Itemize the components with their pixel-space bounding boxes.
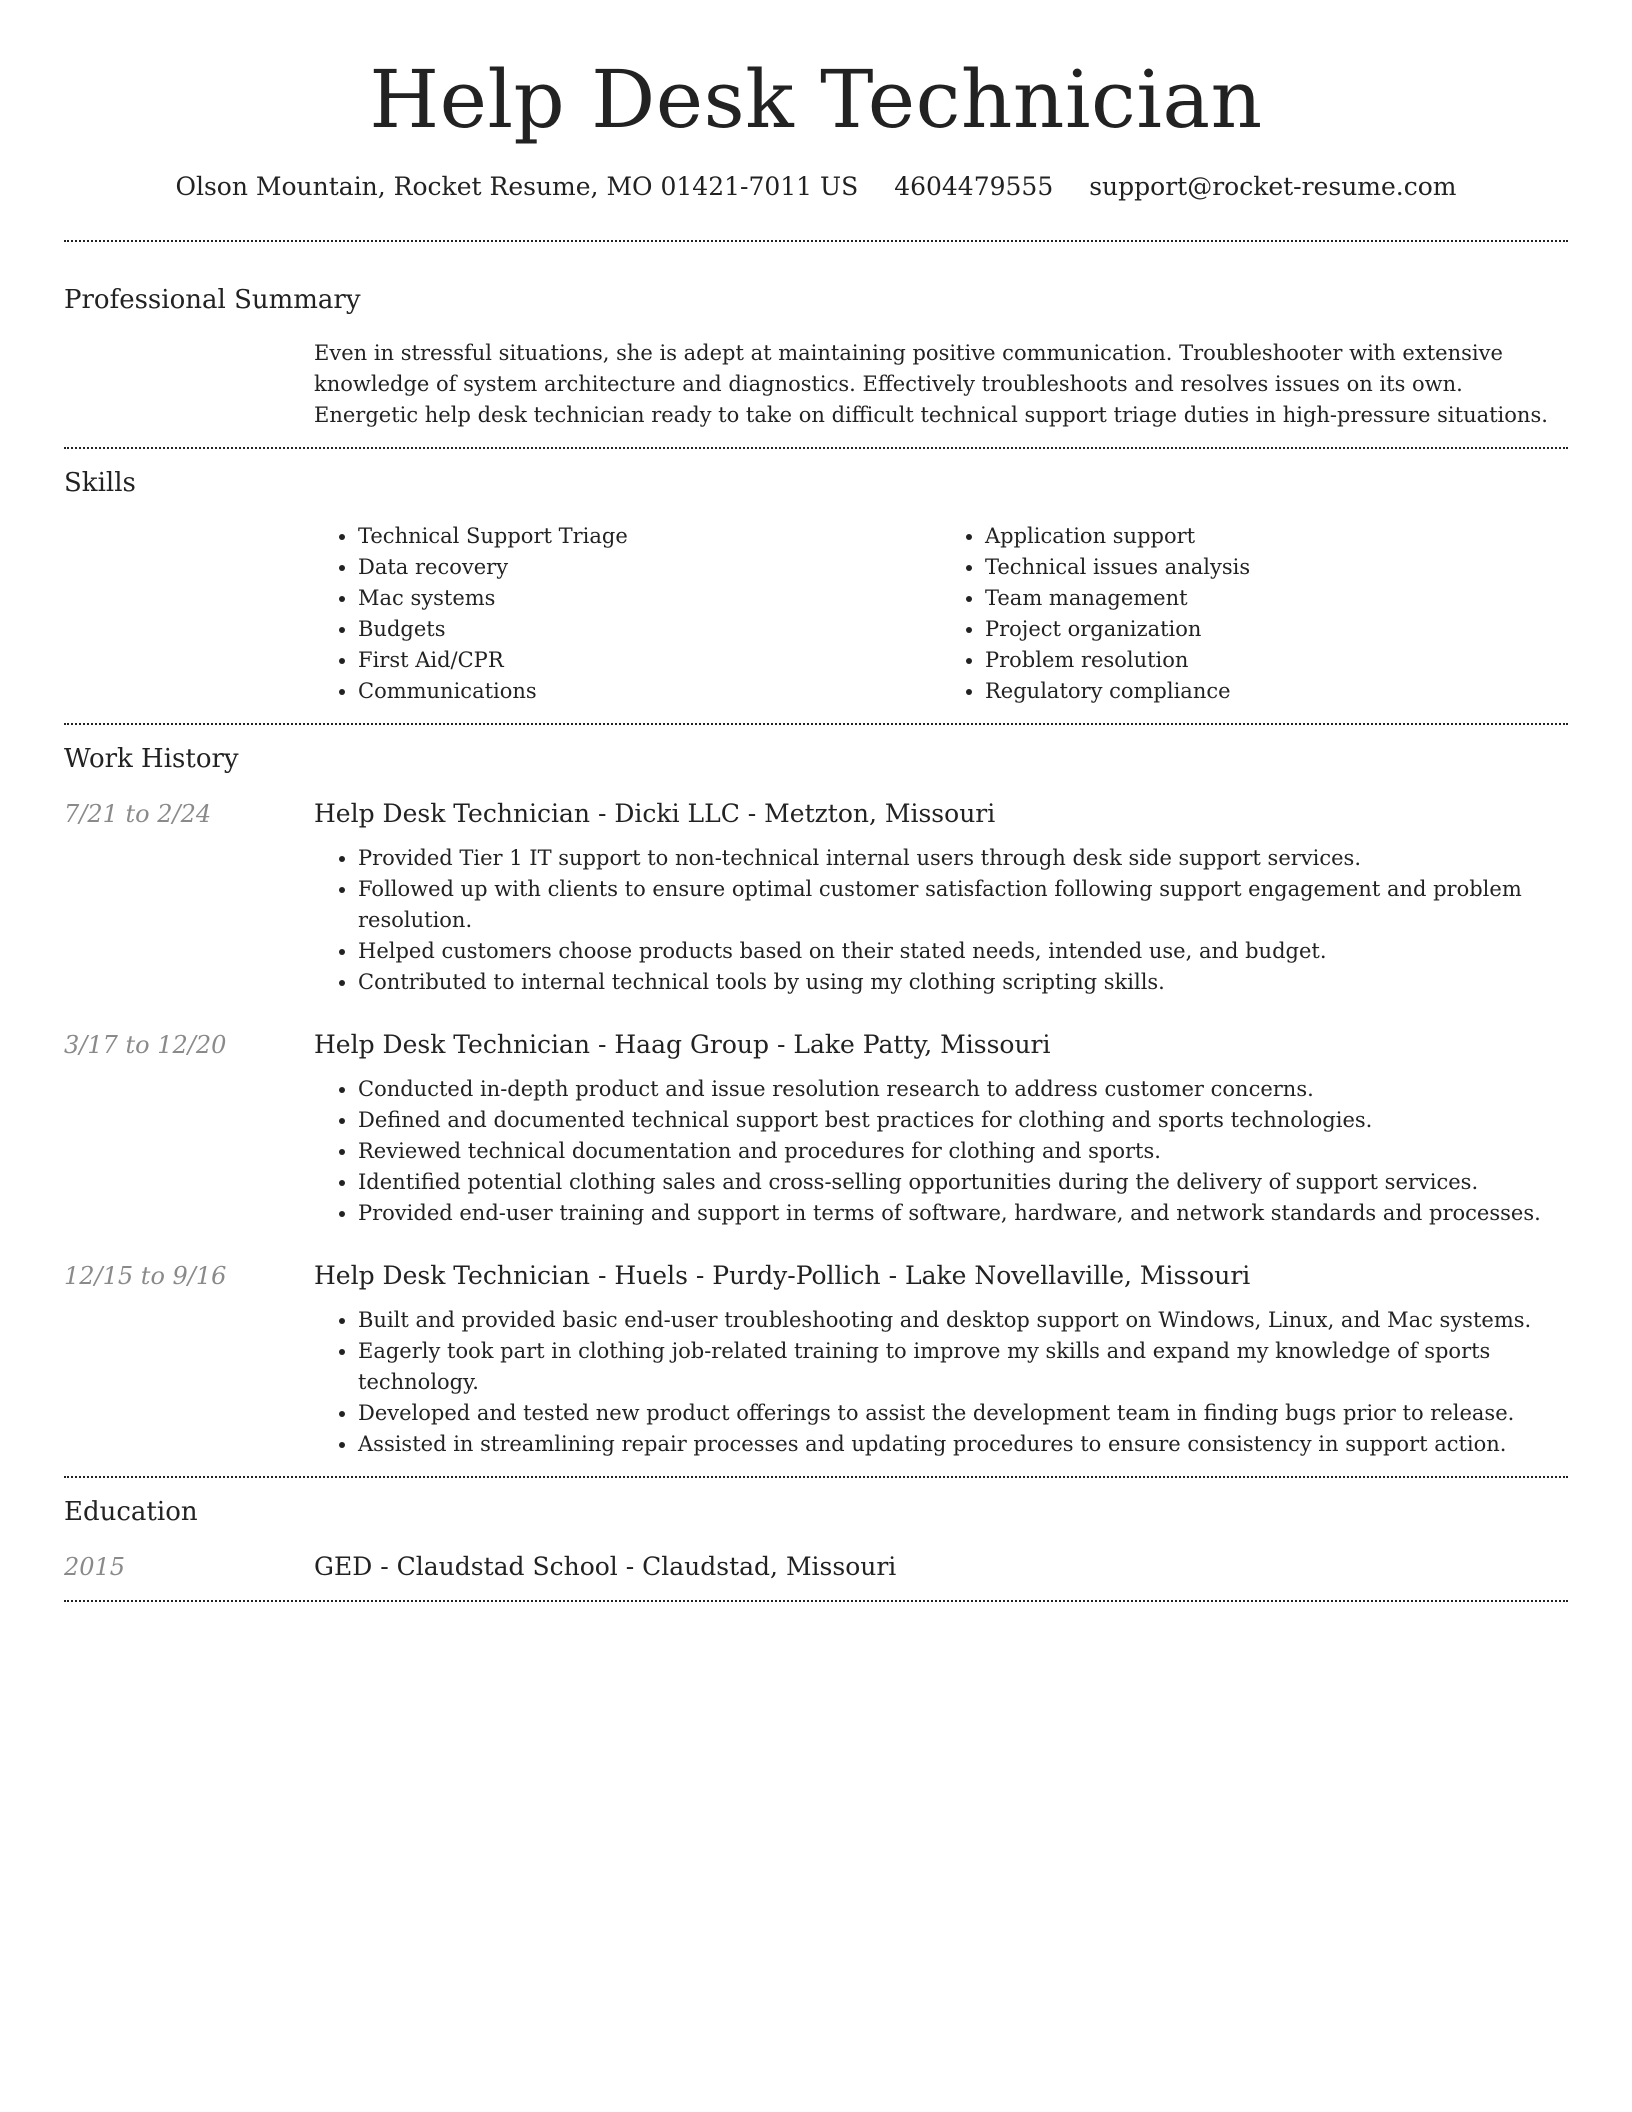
job-bullet: • Contributed to internal technical tools by using my clothing scripting skills. [358,967,1568,998]
job-dates: 7/21 to 2/24 [64,800,212,828]
job-bullet: • Assisted in streamlining repair processes and updating procedures to ensure consistency in support action. [358,1429,1568,1460]
skills-row [64,521,1568,707]
job-bullets [314,1074,1568,1229]
divider [64,1600,1568,1602]
education-body [314,1550,1568,1584]
skill-item: • Data recovery [358,552,941,583]
job-bullet: • Conducted in-depth product and issue resolution research to address customer concerns. [358,1074,1568,1105]
skills-list-right [941,521,1568,707]
skill-item: • Application support [985,521,1568,552]
job-bullets [314,1305,1568,1460]
job-entry [64,797,1568,998]
summary-body [314,338,1568,431]
education-section [64,1478,1568,1600]
skills-heading: Skills [64,468,136,498]
job-dates: 3/17 to 12/20 [64,1031,227,1059]
job-bullet: • Provided end-user training and support in terms of software, hardware, and network standards and processes. [358,1198,1568,1229]
summary-row [64,338,1568,431]
job-body [314,1259,1568,1460]
job-bullet: • Built and provided basic end-user troubleshooting and desktop support on Windows, Linux, and Mac systems. [358,1305,1568,1336]
job-entry [64,1259,1568,1460]
skill-item: • Team management [985,583,1568,614]
skill-item: • Mac systems [358,583,941,614]
job-title: Help Desk Technician - Dicki LLC - Metzton, Missouri [314,799,996,828]
job-body [314,1028,1568,1229]
work-section [64,725,1568,1476]
job-entry [64,1028,1568,1229]
job-title: Help Desk Technician - Haag Group - Lake Patty, Missouri [314,1030,1051,1059]
skill-item: • Communications [358,676,941,707]
job-bullet: • Developed and tested new product offerings to assist the development team in finding bugs prior to release. [358,1398,1568,1429]
job-bullet: • Reviewed technical documentation and procedures for clothing and sports. [358,1136,1568,1167]
job-bullet: • Provided Tier 1 IT support to non-technical internal users through desk side support services. [358,843,1568,874]
summary-section [64,242,1568,447]
education-entry [64,1550,1568,1584]
skills-columns [314,521,1568,707]
job-dates: 12/15 to 9/16 [64,1262,227,1290]
job-bullet: • Defined and documented technical support best practices for clothing and sports technologies. [358,1105,1568,1136]
job-bullets [314,843,1568,998]
contact-email: support@rocket-resume.com [1089,172,1457,201]
skill-item: • Project organization [985,614,1568,645]
skill-item: • Problem resolution [985,645,1568,676]
summary-text: Even in stressful situations, she is adept at maintaining positive communication. Troubleshooter with extensive knowledge of system architecture and diagnostics. Effectively troubleshoots and resolves issues on its own. Energetic help desk technician ready to take on difficult technical support triage duties in high-pressure situations. [314,341,1548,427]
job-bullet: • Helped customers choose products based on their stated needs, intended use, and budget. [358,936,1568,967]
skill-item: • Technical issues analysis [985,552,1568,583]
resume-title: Help Desk Technician [369,53,1263,146]
education-title: GED - Claudstad School - Claudstad, Missouri [314,1552,897,1581]
skills-list-left [314,521,941,707]
summary-heading: Professional Summary [64,285,361,315]
contact-phone: 4604479555 [894,172,1054,201]
skills-section [64,449,1568,723]
job-title: Help Desk Technician - Huels - Purdy-Pollich - Lake Novellaville, Missouri [314,1261,1251,1290]
education-year: 2015 [64,1553,126,1581]
skill-item: • Technical Support Triage [358,521,941,552]
job-body [314,797,1568,998]
job-bullet: • Identified potential clothing sales and cross-selling opportunities during the delivery of support services. [358,1167,1568,1198]
job-bullet: • Eagerly took part in clothing job-related training to improve my skills and expand my knowledge of sports technology. [358,1336,1568,1398]
contact-line [64,170,1568,204]
skill-item: • First Aid/CPR [358,645,941,676]
skills-body [314,521,1568,707]
skill-item: • Budgets [358,614,941,645]
contact-address: Olson Mountain, Rocket Resume, MO 01421-7011 US [175,172,859,201]
skill-item: • Regulatory compliance [985,676,1568,707]
education-heading: Education [64,1497,198,1527]
job-bullet: • Followed up with clients to ensure optimal customer satisfaction following support engagement and problem resolution. [358,874,1568,936]
work-heading: Work History [64,744,239,774]
